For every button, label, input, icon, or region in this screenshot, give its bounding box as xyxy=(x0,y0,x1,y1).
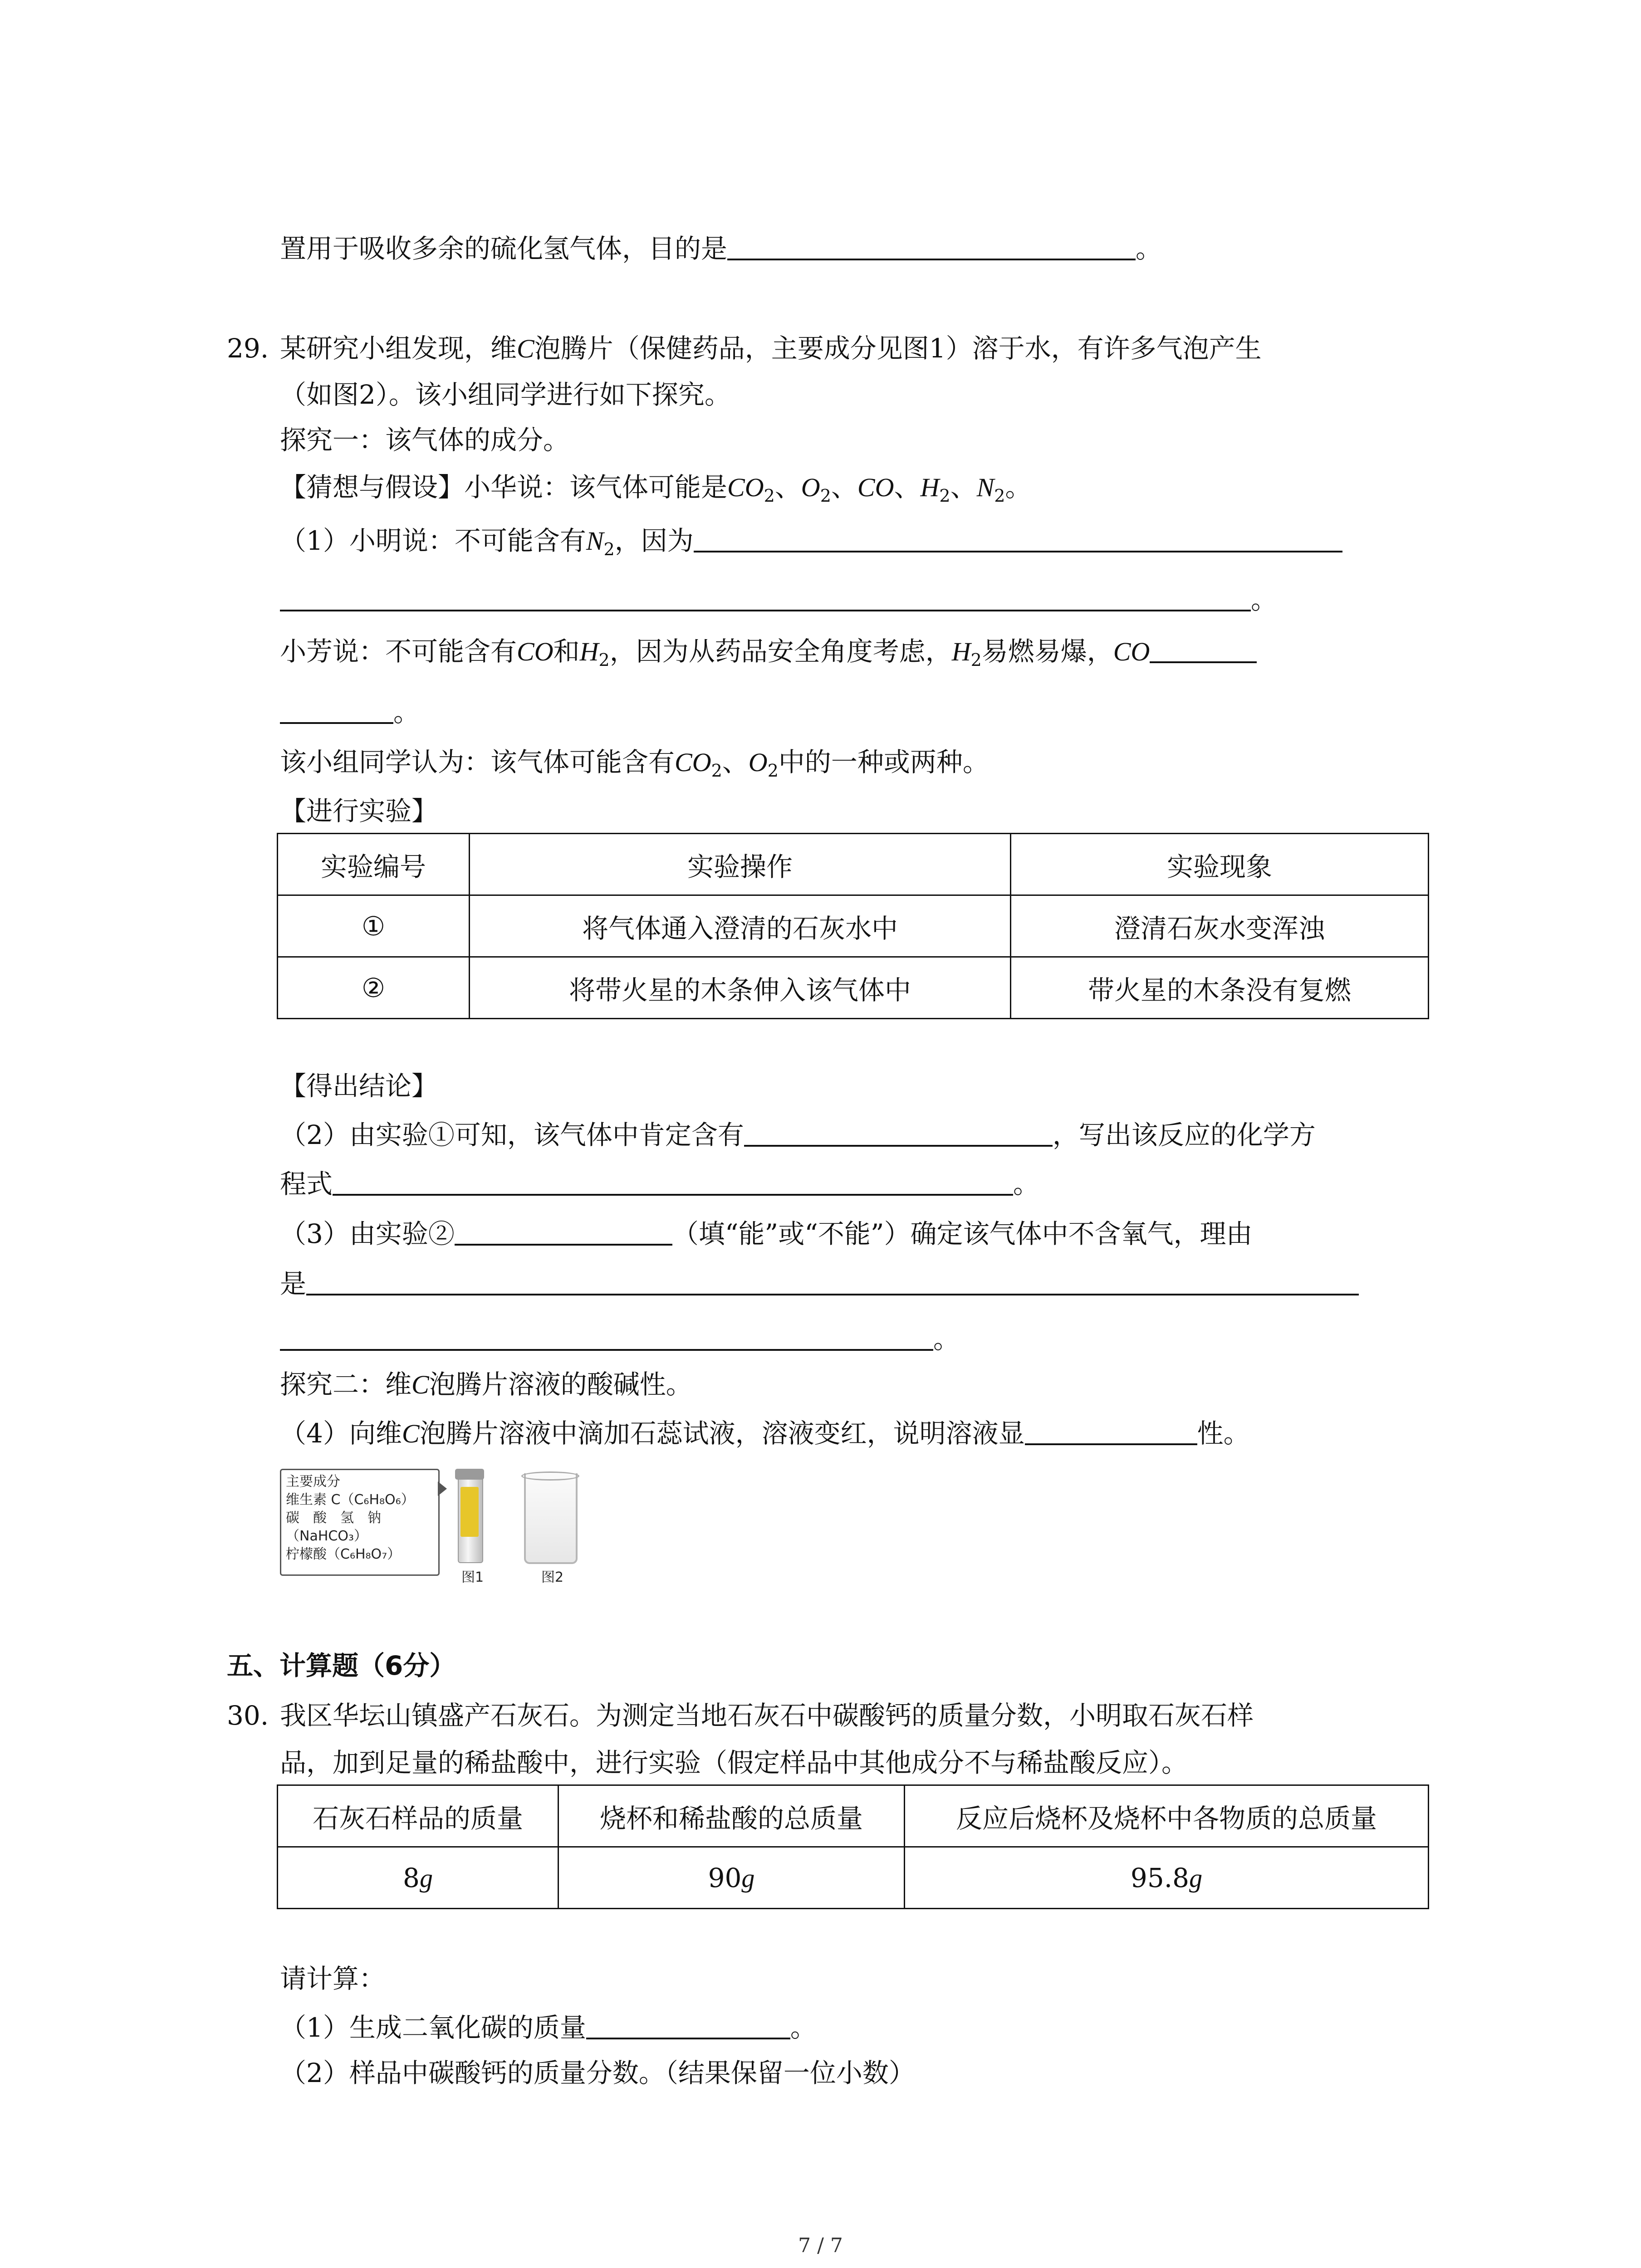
p3-line3: 。 xyxy=(280,1321,960,1357)
tube-label xyxy=(460,1487,479,1537)
table-cell: 8g xyxy=(278,1847,558,1909)
figure-2-caption: 图2 xyxy=(541,1569,564,1585)
q29-intro-line1: 某研究小组发现，维C泡腾片（保健药品，主要成分见图1）溶于水，有许多气泡产生 xyxy=(280,333,1262,364)
fang-line: 小芳说：不可能含有CO和$H_2$，因为从药品安全角度考虑，$H_2$易燃易爆，CO xyxy=(280,633,1257,678)
table-cell: 将带火星的木条伸入该气体中 xyxy=(470,957,1011,1019)
table-cell: 95.8g xyxy=(905,1847,1429,1909)
q29-number: 29. xyxy=(227,333,269,364)
fang-blank-1[interactable] xyxy=(1150,633,1257,663)
table-cell: 带火星的木条没有复燃 xyxy=(1011,957,1429,1019)
p4-line: （4）向维C泡腾片溶液中滴加石蕊试液，溶液变红，说明溶液显 性。 xyxy=(280,1415,1250,1452)
p3-blank-3[interactable] xyxy=(280,1321,933,1351)
p2-blank-1[interactable] xyxy=(744,1117,1053,1147)
table-header-row xyxy=(278,834,1429,895)
table-header: 石灰石样品的质量 xyxy=(278,1785,558,1847)
fang-line2: 。 xyxy=(280,694,420,730)
p2-line: （2）由实验①可知，该气体中肯定含有 ，写出该反应的化学方 xyxy=(280,1117,1316,1153)
p2-blank-2[interactable] xyxy=(333,1166,1013,1196)
tube-cap xyxy=(455,1469,484,1480)
calc-prompt: 请计算： xyxy=(280,1963,386,1994)
table-header: 反应后烧杯及烧杯中各物质的总质量 xyxy=(905,1785,1429,1847)
p1-line: （1）小明说：不可能含有$N_2$，因为 xyxy=(280,523,1342,567)
table-cell: 将气体通入澄清的石灰水中 xyxy=(470,895,1011,957)
section-heading: 五、计算题（6分） xyxy=(227,1650,456,1681)
q30-p1-blank[interactable] xyxy=(586,2009,790,2039)
table-header: 实验操作 xyxy=(470,834,1011,895)
hypothesis-line: 【猜想与假设】小华说：该气体可能是$CO_2$、$O_2$、CO、$H_2$、$N_2$。 xyxy=(280,472,1032,506)
conclusion-heading: 【得出结论】 xyxy=(280,1070,438,1101)
ingredients-callout: 主要成分 维生素 C（C₆H₈O₆） 碳 酸 氢 钠 （NaHCO₃） 柠檬酸（C₆H₈O₇） xyxy=(280,1469,440,1576)
q30-p1: （1）生成二氧化碳的质量 。 xyxy=(280,2009,817,2046)
explore-two: 探究二：维C泡腾片溶液的酸碱性。 xyxy=(280,1369,692,1400)
table-row xyxy=(278,895,1429,957)
table-header-row xyxy=(278,1785,1429,1847)
q30-line1: 我区华坛山镇盛产石灰石。为测定当地石灰石中碳酸钙的质量分数，小明取石灰石样 xyxy=(280,1700,1254,1731)
glass-rim xyxy=(521,1471,579,1481)
page-number: 7 / 7 xyxy=(798,2234,843,2257)
p3-blank-1[interactable] xyxy=(455,1216,672,1246)
p1-blank-2[interactable] xyxy=(280,582,1251,611)
table-cell: 澄清石灰水变浑浊 xyxy=(1011,895,1429,957)
explore-one: 探究一：该气体的成分。 xyxy=(280,425,570,455)
q30-number: 30. xyxy=(227,1700,269,1731)
table-header: 实验现象 xyxy=(1011,834,1429,895)
vitamin-c-figure xyxy=(280,1469,607,1585)
table-header: 实验编号 xyxy=(278,834,470,895)
data-table xyxy=(277,1784,1429,1909)
table-cell: ② xyxy=(278,957,470,1019)
q29-intro-line2: （如图2）。该小组同学进行如下探究。 xyxy=(280,379,731,410)
p3-blank-2[interactable] xyxy=(306,1266,1359,1295)
p4-blank[interactable] xyxy=(1025,1415,1197,1445)
callout-pointer xyxy=(438,1481,447,1496)
experiment-heading: 【进行实验】 xyxy=(280,796,438,826)
table-row xyxy=(278,957,1429,1019)
experiment-table xyxy=(277,833,1429,1019)
answer-blank[interactable] xyxy=(727,230,1136,260)
table-row xyxy=(278,1847,1429,1909)
p3-line: （3）由实验② （填“能”或“不能”）确定该气体中不含氧气，理由 xyxy=(280,1216,1253,1252)
fang-blank-2[interactable] xyxy=(280,694,393,724)
figure-1-caption: 图1 xyxy=(461,1569,484,1585)
q30-line2: 品，加到足量的稀盐酸中，进行实验（假定样品中其他成分不与稀盐酸反应）。 xyxy=(280,1747,1188,1778)
p2-line2: 程式 。 xyxy=(280,1166,1039,1202)
p1-line2: 。 xyxy=(280,582,1277,618)
table-header: 烧杯和稀盐酸的总质量 xyxy=(558,1785,905,1847)
group-line: 该小组同学认为：该气体可能含有$CO_2$、$O_2$中的一种或两种。 xyxy=(280,747,989,781)
p1-blank-1[interactable] xyxy=(694,523,1342,552)
table-cell: ① xyxy=(278,895,470,957)
table-cell: 90g xyxy=(558,1847,905,1909)
q30-p2: （2）样品中碳酸钙的质量分数。（结果保留一位小数） xyxy=(280,2058,915,2088)
top-line: 置用于吸收多余的硫化氢气体，目的是 。 xyxy=(280,230,1162,267)
p3-line2: 是 xyxy=(280,1266,1359,1302)
water-glass-image xyxy=(524,1473,578,1564)
